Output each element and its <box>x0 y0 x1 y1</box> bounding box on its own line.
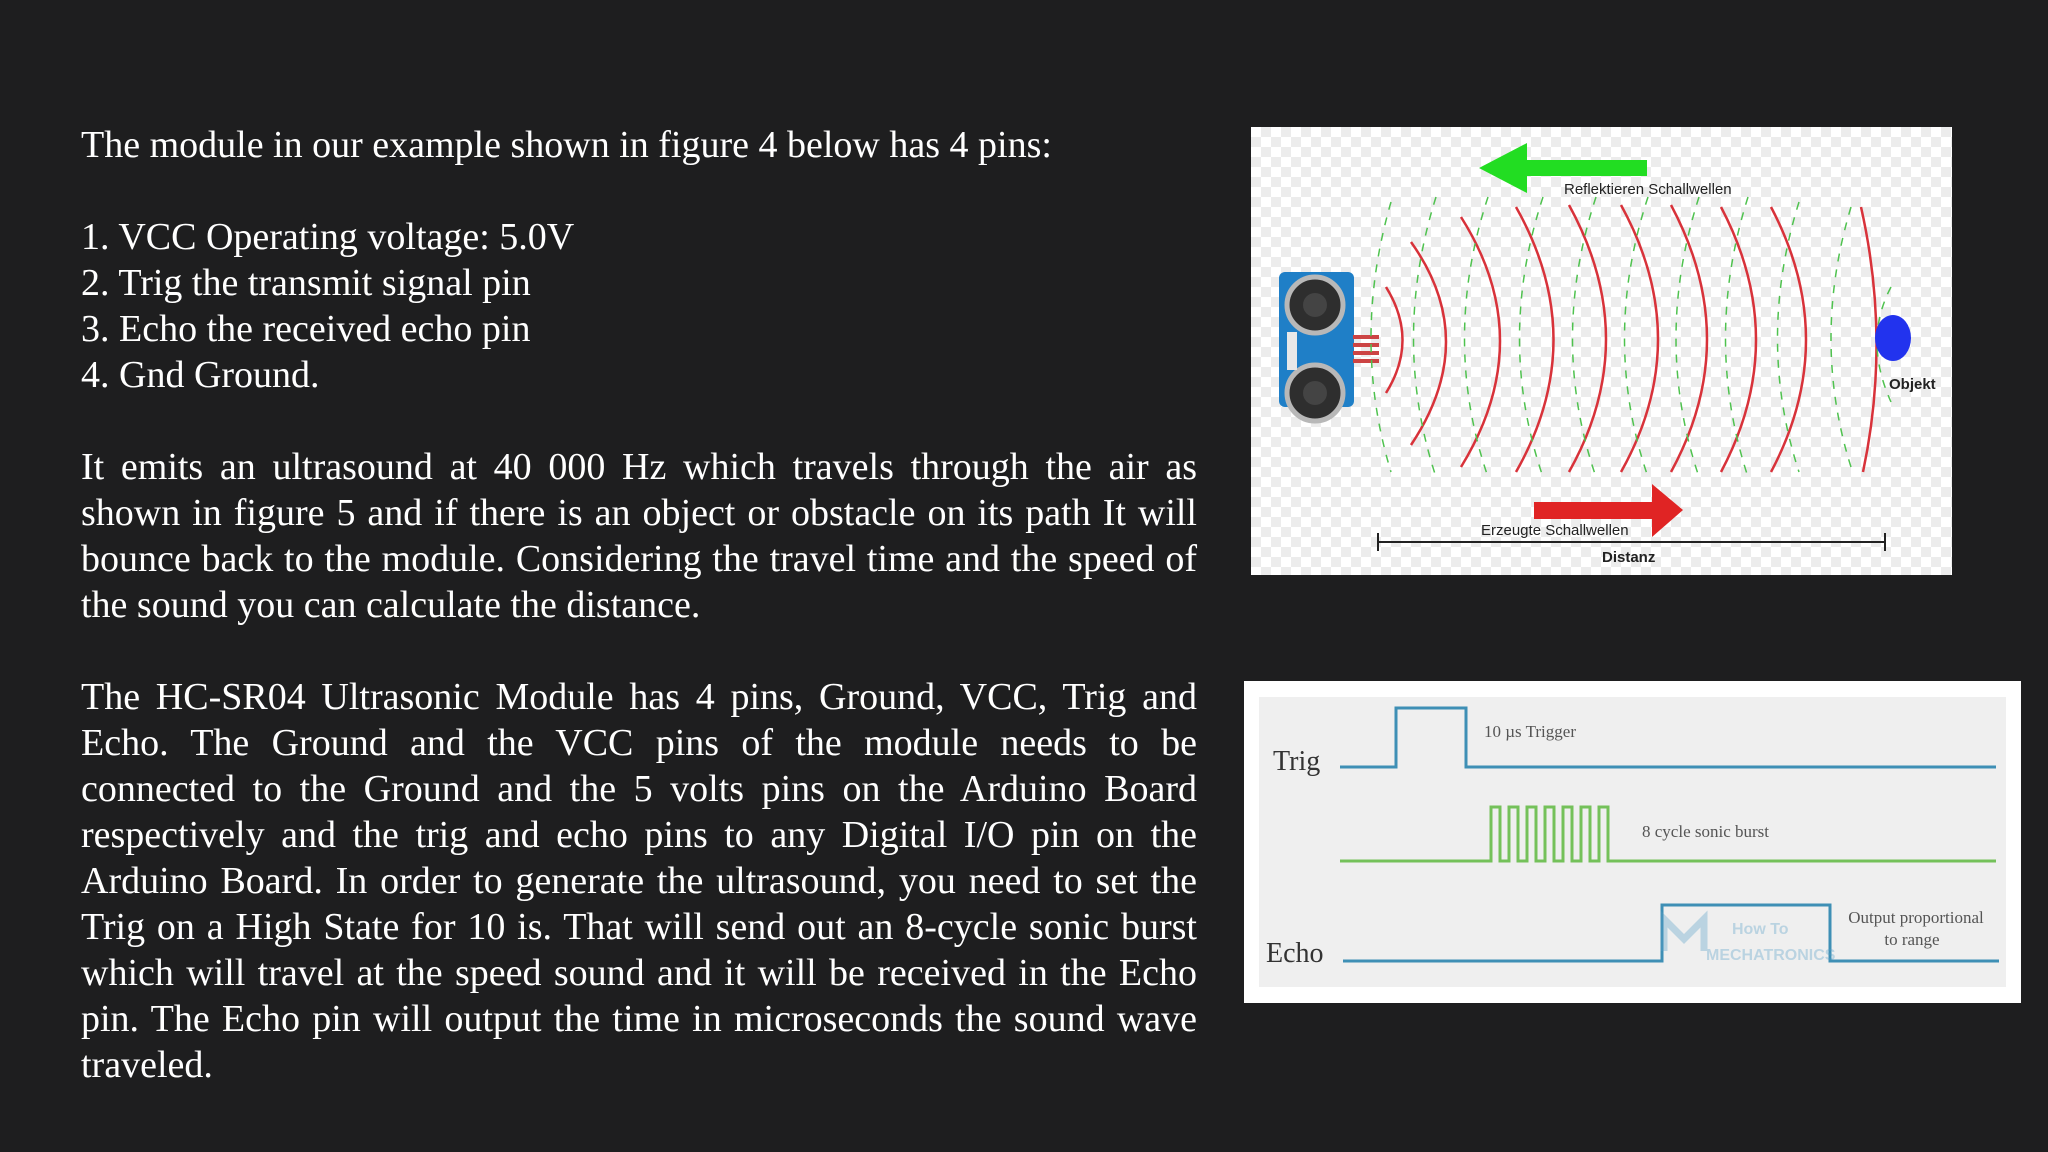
wave-diagram-svg <box>1251 127 1952 575</box>
timing-diagram-figure <box>1244 681 2021 1003</box>
pin-item-echo: 3. Echo the received echo pin <box>81 308 531 350</box>
distance-label: Distanz <box>1602 549 1656 566</box>
watermark-line2: MECHATRONICS <box>1706 947 1836 964</box>
pin-item-vcc: 1. VCC Operating voltage: 5.0V <box>81 216 575 258</box>
watermark-logo <box>1664 919 1836 964</box>
timing-diagram-svg <box>1244 681 2021 1003</box>
echo-label: Echo <box>1266 938 1324 969</box>
watermark-line1: How To <box>1732 921 1789 938</box>
intro-paragraph: The module in our example shown in figure 4 below has 4 pins: <box>81 124 1052 166</box>
text-column <box>81 122 1197 1088</box>
sensor-module-icon <box>1279 272 1379 421</box>
pin-list <box>81 214 1197 398</box>
reflected-waves <box>1371 197 1891 477</box>
generated-label: Erzeugte Schallwellen <box>1481 522 1629 539</box>
pin-item-trig: 2. Trig the transmit signal pin <box>81 262 531 304</box>
emit-paragraph: It emits an ultrasound at 40 000 Hz which travels through the air as shown in figure 5 and if there is an object or obstacle on its path It will bounce back to the module. Considering the travel time and the speed of the sound you can calculate the distance. <box>81 446 1197 626</box>
generated-waves <box>1386 205 1877 472</box>
trig-label: Trig <box>1273 746 1321 777</box>
output-note-line2: to range <box>1884 930 1940 949</box>
trig-signal-line <box>1340 708 1996 767</box>
burst-note: 8 cycle sonic burst <box>1642 822 1769 841</box>
output-note-line1: Output proportional <box>1848 908 1984 927</box>
object-icon <box>1875 315 1911 361</box>
reflected-label: Reflektieren Schallwellen <box>1564 181 1732 198</box>
ultrasonic-wave-figure <box>1251 127 1952 575</box>
module-paragraph: The HC-SR04 Ultrasonic Module has 4 pins, Ground, VCC, Trig and Echo. The Ground and the VCC pins of the module needs to be connected to the Ground and the 5 volts pins on the Arduino Board respectively and the trig and echo pins to any Digital I/O pin on the Arduino Board. In order to generate the ultrasound, you need to set the Trig on a High State for 10 is. That will send out an 8-cycle sonic burst which will travel at the speed sound and it will be received in the Echo pin. The Echo pin will output the time in microseconds the sound wave traveled. <box>81 676 1197 1086</box>
object-label: Objekt <box>1889 376 1936 393</box>
trigger-note: 10 µs Trigger <box>1484 722 1576 741</box>
pin-item-gnd: 4. Gnd Ground. <box>81 354 320 396</box>
